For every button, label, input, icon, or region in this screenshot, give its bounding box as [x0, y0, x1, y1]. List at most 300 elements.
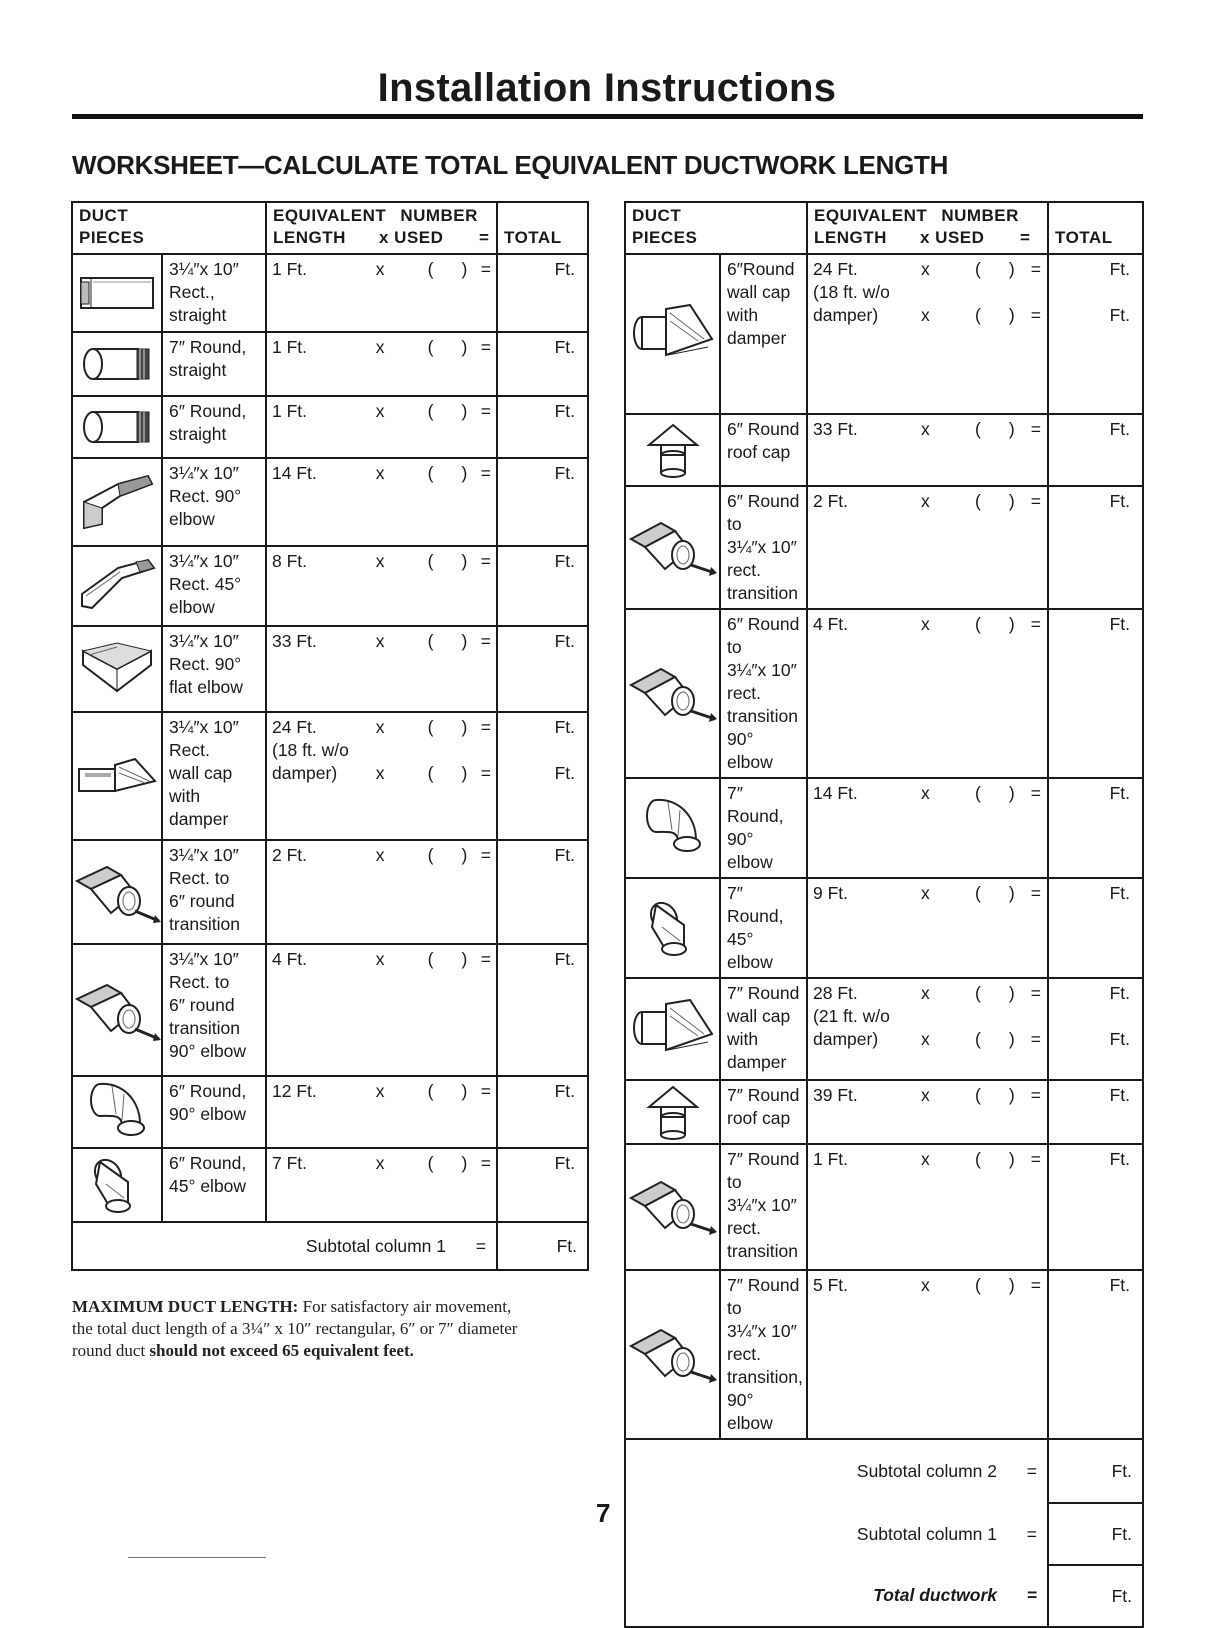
header-length: LENGTH — [814, 228, 887, 247]
equals-sign: = — [480, 551, 491, 571]
piece-line: 90° elbow — [727, 1390, 773, 1433]
number-used-input[interactable] — [975, 1028, 1021, 1051]
piece-line: wall cap — [727, 1006, 791, 1026]
piece-line: roof cap — [727, 442, 791, 462]
duct-icon-cell — [625, 978, 720, 1080]
page-number: 7 — [596, 1498, 611, 1528]
calc-line — [272, 258, 491, 281]
close-paren: ) — [1008, 259, 1015, 279]
subtotal-label: Subtotal column 1 — [856, 1523, 997, 1544]
times-sign: x — [921, 1149, 930, 1169]
total-ft-field[interactable]: Ft. — [1109, 614, 1130, 634]
header-line-1 — [814, 205, 1041, 227]
number-used-input[interactable] — [428, 336, 472, 359]
total-line — [510, 400, 575, 423]
piece-line: straight — [169, 305, 227, 325]
total-cell — [497, 458, 588, 546]
piece-line: flat elbow — [169, 677, 243, 697]
number-used-input[interactable] — [428, 258, 472, 281]
number-used-input[interactable] — [428, 1080, 472, 1103]
total-ft-field[interactable]: Ft. — [554, 337, 575, 357]
duct-piece-description — [720, 778, 807, 878]
piece-line: 6″Round — [727, 259, 795, 279]
number-used-input[interactable] — [428, 630, 472, 653]
calc-line — [272, 336, 491, 359]
calc-line — [813, 1148, 1042, 1171]
total-line — [510, 462, 575, 485]
number-used-input[interactable] — [975, 882, 1021, 905]
open-paren: ( — [427, 763, 434, 783]
rect-to-round-transition-icon — [73, 859, 161, 925]
piece-line: with — [727, 1029, 759, 1049]
piece-line: elbow — [169, 597, 215, 617]
equivalent-length: 28 Ft. — [813, 983, 858, 1003]
equals-sign: = — [1030, 783, 1041, 803]
duct-piece-row — [72, 254, 588, 332]
round-straight-duct-icon — [73, 405, 161, 449]
duct-piece-row — [72, 1076, 588, 1148]
duct-icon-cell — [72, 458, 162, 546]
total-cell — [497, 1148, 588, 1222]
times-sign: x — [375, 845, 385, 865]
calc-line — [272, 630, 491, 653]
equivalent-length: (18 ft. w/o — [813, 282, 890, 302]
equivalent-length: damper) — [813, 1029, 879, 1049]
number-used-input[interactable] — [428, 844, 472, 867]
subtotal-total-field[interactable]: Ft. — [1048, 1439, 1143, 1503]
equivalent-length: 5 Ft. — [813, 1275, 849, 1295]
total-cell — [1048, 1144, 1143, 1270]
header-equals: = — [479, 228, 490, 247]
total-line — [1061, 304, 1130, 327]
duct-icon-cell — [625, 254, 720, 414]
duct-piece-description — [162, 546, 266, 626]
calc-line — [813, 258, 1042, 281]
equals-sign: = — [1026, 1585, 1037, 1605]
times-sign: x — [375, 1081, 385, 1101]
open-paren: ( — [427, 717, 434, 737]
total-ft-field[interactable]: Ft. — [1109, 419, 1130, 439]
number-used-input[interactable] — [428, 948, 472, 971]
total-ft-field[interactable]: Ft. — [1109, 783, 1130, 803]
total-line — [1061, 782, 1130, 805]
equivalent-length: 8 Ft. — [272, 551, 308, 571]
total-ft-field[interactable]: Ft. — [1109, 1149, 1130, 1169]
round-straight-duct-icon — [73, 342, 161, 386]
equivalent-length-cell — [807, 878, 1048, 978]
piece-line: 90° elbow — [169, 1104, 247, 1124]
piece-line: 45° elbow — [727, 929, 773, 972]
close-paren: ) — [461, 717, 468, 737]
piece-line: 6″ Round, — [169, 1081, 247, 1101]
header-duct-pieces — [72, 202, 266, 254]
equivalent-length-cell — [807, 1080, 1048, 1144]
close-paren: ) — [461, 763, 468, 783]
equivalent-length-cell — [266, 546, 497, 626]
total-ft-field[interactable]: Ft. — [554, 1081, 575, 1101]
total-ft-field[interactable]: Ft. — [1109, 259, 1130, 279]
piece-line: Rect. 90° — [169, 654, 242, 674]
duct-icon-cell — [72, 1148, 162, 1222]
number-used-input[interactable] — [975, 1084, 1021, 1107]
piece-line: transition — [169, 1018, 241, 1038]
total-ft-field[interactable]: Ft. — [1109, 305, 1130, 325]
number-used-input[interactable] — [975, 258, 1021, 281]
piece-line: 6″ Round, — [169, 1153, 247, 1173]
equivalent-length-cell — [266, 1148, 497, 1222]
table-header-row — [625, 202, 1143, 254]
header-length: LENGTH — [273, 228, 346, 247]
equivalent-length-cell — [807, 1144, 1048, 1270]
worksheet-heading: WORKSHEET—CALCULATE TOTAL EQUIVALENT DUCTWORK LENGTH — [72, 150, 949, 180]
times-sign: x — [921, 259, 930, 279]
duct-piece-row — [72, 332, 588, 396]
close-paren: ) — [461, 551, 468, 571]
times-sign: x — [375, 259, 385, 279]
total-line — [510, 630, 575, 653]
open-paren: ( — [975, 305, 981, 325]
note-emphasis: should not exceed 65 equivalent feet. — [149, 1341, 414, 1360]
total-ft-field[interactable]: Ft. — [554, 949, 575, 969]
piece-line: transition, — [727, 1367, 803, 1387]
piece-line: Rect. to — [169, 972, 230, 992]
total-ft-field[interactable]: Ft. — [1109, 1029, 1130, 1049]
calc-line — [813, 1005, 1042, 1028]
equals-sign: = — [480, 1153, 491, 1173]
times-sign: x — [375, 551, 385, 571]
header-pieces: PIECES — [79, 228, 145, 247]
equivalent-length-cell — [266, 254, 497, 332]
equals-sign: = — [1030, 1275, 1041, 1295]
total-cell — [497, 712, 588, 840]
piece-line: 3¼″x 10″ — [727, 1321, 797, 1341]
equals-sign: = — [1030, 1149, 1041, 1169]
number-used-input[interactable] — [975, 418, 1021, 441]
total-ft-field[interactable]: Ft. — [1109, 1085, 1130, 1105]
rect-straight-duct-icon — [73, 270, 161, 316]
close-paren: ) — [461, 337, 468, 357]
header-total — [497, 202, 588, 254]
equals-sign: = — [480, 845, 491, 865]
equivalent-length: 33 Ft. — [272, 631, 317, 651]
duct-piece-description — [720, 1270, 807, 1439]
equivalent-length-cell — [266, 626, 497, 712]
piece-line: 6″ Round, — [169, 401, 247, 421]
equivalent-length: 14 Ft. — [813, 783, 858, 803]
total-ft-field[interactable]: Ft. — [554, 551, 575, 571]
total-line — [1061, 882, 1130, 905]
header-total-label: TOTAL — [1055, 228, 1113, 247]
header-line-1 — [273, 205, 490, 227]
calc-line — [813, 1084, 1042, 1107]
times-sign: x — [921, 614, 930, 634]
equivalent-length: damper) — [813, 305, 879, 325]
calc-line — [272, 462, 491, 485]
number-used-input[interactable] — [975, 490, 1021, 513]
calc-line — [813, 982, 1042, 1005]
open-paren: ( — [427, 401, 434, 421]
calc-line — [813, 281, 1042, 304]
equals-sign: = — [480, 763, 491, 783]
subtotal-total-field[interactable]: Ft. — [497, 1222, 588, 1270]
equivalent-length: 4 Ft. — [272, 949, 308, 969]
worksheet-table-column-2 — [624, 201, 1144, 1628]
open-paren: ( — [975, 419, 981, 439]
duct-icon-cell — [72, 840, 162, 944]
number-used-input[interactable] — [428, 1152, 472, 1175]
equivalent-length-cell — [266, 944, 497, 1076]
total-ft-field[interactable]: Ft. — [1109, 1275, 1130, 1295]
piece-line: 3¼″x 10″ — [169, 631, 239, 651]
calc-line — [272, 948, 491, 971]
piece-line: 6″ Round — [727, 491, 800, 511]
duct-piece-row — [625, 609, 1143, 778]
number-used-input[interactable] — [428, 762, 472, 785]
total-ft-field[interactable]: Ft. — [1109, 983, 1130, 1003]
duct-piece-row — [625, 878, 1143, 978]
total-ft-field[interactable]: Ft. — [554, 717, 575, 737]
piece-line: Rect. to — [169, 868, 230, 888]
total-ft-field[interactable]: Ft. — [1109, 883, 1130, 903]
open-paren: ( — [427, 337, 434, 357]
open-paren: ( — [975, 1149, 981, 1169]
times-sign: x — [921, 1085, 930, 1105]
open-paren: ( — [975, 883, 981, 903]
equivalent-length: 7 Ft. — [272, 1153, 308, 1173]
open-paren: ( — [975, 614, 981, 634]
close-paren: ) — [1008, 983, 1015, 1003]
number-used-input[interactable] — [975, 1148, 1021, 1171]
duct-piece-row — [625, 254, 1143, 414]
total-ft-field[interactable]: Ft. — [554, 845, 575, 865]
duct-icon-cell — [625, 414, 720, 486]
equals-sign: = — [1030, 614, 1041, 634]
equals-sign: = — [480, 337, 491, 357]
duct-piece-row — [625, 1080, 1143, 1144]
number-used-input[interactable] — [975, 613, 1021, 636]
close-paren: ) — [1008, 491, 1015, 511]
calc-line — [813, 613, 1042, 636]
number-used-input[interactable] — [975, 304, 1021, 327]
number-used-input[interactable] — [428, 400, 472, 423]
open-paren: ( — [975, 783, 981, 803]
open-paren: ( — [427, 463, 434, 483]
number-used-input[interactable] — [428, 462, 472, 485]
total-cell — [497, 332, 588, 396]
times-sign: x — [375, 717, 385, 737]
total-ft-field[interactable]: Ft. — [554, 463, 575, 483]
header-equivalent-length — [266, 202, 497, 254]
close-paren: ) — [461, 1153, 468, 1173]
equals-sign: = — [1030, 1029, 1041, 1049]
piece-line: 7″ Round, — [169, 337, 247, 357]
duct-piece-row — [625, 978, 1143, 1080]
subtotal-label-cell — [625, 1439, 1048, 1503]
header-x-used: x USED — [920, 228, 985, 247]
total-ft-field[interactable]: Ft. — [554, 259, 575, 279]
calc-line — [272, 762, 491, 785]
header-duct-pieces — [625, 202, 807, 254]
equivalent-length-cell — [807, 609, 1048, 778]
subtotal-label: Subtotal column 2 — [856, 1461, 997, 1481]
equals-sign: = — [1030, 259, 1041, 279]
header-line-2 — [814, 227, 1041, 249]
duct-piece-row — [72, 944, 588, 1076]
round-wall-cap-icon — [626, 994, 719, 1064]
piece-line: elbow — [169, 509, 215, 529]
equals-sign: = — [1026, 1523, 1037, 1544]
total-line — [510, 1152, 575, 1175]
calc-line — [813, 1028, 1042, 1051]
total-line — [1061, 1148, 1130, 1171]
duct-piece-row — [625, 778, 1143, 878]
duct-icon-cell — [72, 1076, 162, 1148]
total-cell — [1048, 254, 1143, 414]
piece-line: 6″ round — [169, 995, 235, 1015]
piece-line: 7″ Round — [727, 1275, 800, 1295]
title-rule — [72, 114, 1143, 119]
total-cell — [1048, 978, 1143, 1080]
max-duct-length-note — [72, 1296, 522, 1362]
roof-cap-icon — [626, 1083, 719, 1141]
total-ft-field[interactable]: Ft. — [554, 763, 575, 783]
close-paren: ) — [1008, 1275, 1015, 1295]
duct-piece-row — [625, 486, 1143, 609]
duct-icon-cell — [72, 546, 162, 626]
piece-line: 90° elbow — [169, 1041, 247, 1061]
close-paren: ) — [461, 401, 468, 421]
subtotal-label-cell — [625, 1565, 1048, 1627]
duct-icon-cell — [72, 944, 162, 1076]
calc-line — [272, 400, 491, 423]
piece-line: Rect., — [169, 282, 215, 302]
page-title: Installation Instructions — [377, 66, 837, 110]
times-sign: x — [375, 631, 385, 651]
times-sign: x — [921, 1029, 930, 1049]
times-sign: x — [921, 419, 930, 439]
calc-line — [272, 716, 491, 739]
piece-line: to — [727, 637, 742, 657]
open-paren: ( — [975, 983, 981, 1003]
equivalent-length-cell — [807, 486, 1048, 609]
equivalent-length: 24 Ft. — [813, 259, 858, 279]
subtotal-total-field[interactable]: Ft. — [1048, 1503, 1143, 1565]
number-used-input[interactable] — [975, 1274, 1021, 1297]
piece-line: transition — [169, 914, 241, 934]
duct-piece-row — [625, 1144, 1143, 1270]
open-paren: ( — [975, 491, 981, 511]
times-sign: x — [921, 491, 930, 511]
duct-piece-description — [720, 878, 807, 978]
close-paren: ) — [1008, 1149, 1015, 1169]
number-used-input[interactable] — [428, 716, 472, 739]
piece-line: damper — [727, 328, 787, 348]
total-line — [510, 739, 575, 762]
subtotal-row — [72, 1222, 588, 1270]
open-paren: ( — [975, 1275, 981, 1295]
piece-line: Rect. 90° — [169, 486, 242, 506]
equivalent-length: 39 Ft. — [813, 1085, 858, 1105]
piece-line: 45° elbow — [169, 1176, 247, 1196]
number-used-input[interactable] — [975, 782, 1021, 805]
duct-piece-description — [162, 712, 266, 840]
duct-piece-description — [162, 332, 266, 396]
number-used-input[interactable] — [428, 550, 472, 573]
piece-line: transition — [727, 583, 799, 603]
close-paren: ) — [1008, 1029, 1015, 1049]
total-cell — [1048, 414, 1143, 486]
header-duct: DUCT — [632, 206, 682, 225]
total-line — [1061, 1274, 1130, 1297]
number-used-input[interactable] — [975, 982, 1021, 1005]
equals-sign: = — [480, 259, 491, 279]
total-cell — [497, 254, 588, 332]
total-line — [1061, 418, 1130, 441]
header-equivalent-length — [807, 202, 1048, 254]
equivalent-length: (18 ft. w/o — [272, 740, 349, 760]
header-total-blank — [1055, 205, 1136, 227]
duct-piece-description — [720, 978, 807, 1080]
total-ft-field[interactable]: Ft. — [1109, 491, 1130, 511]
close-paren: ) — [1008, 419, 1015, 439]
total-line — [510, 762, 575, 785]
subtotal-row — [625, 1565, 1143, 1627]
subtotal-total-field[interactable]: Ft. — [1048, 1565, 1143, 1627]
worksheet-table-column-1 — [71, 201, 589, 1271]
piece-line: to — [727, 1172, 742, 1192]
equals-sign: = — [475, 1235, 486, 1256]
calc-line — [813, 782, 1042, 805]
duct-piece-row — [72, 1148, 588, 1222]
close-paren: ) — [461, 631, 468, 651]
close-paren: ) — [461, 845, 468, 865]
calc-line — [272, 1152, 491, 1175]
total-cell — [1048, 609, 1143, 778]
times-sign: x — [921, 1275, 930, 1295]
duct-icon-cell — [625, 878, 720, 978]
equals-sign: = — [1030, 305, 1041, 325]
total-cell — [497, 396, 588, 458]
equivalent-length: 4 Ft. — [813, 614, 849, 634]
total-ft-field[interactable]: Ft. — [554, 1153, 575, 1173]
piece-line: straight — [169, 360, 227, 380]
total-line — [1061, 281, 1130, 304]
piece-line: rect. — [727, 560, 762, 580]
piece-line: 6″ Round — [727, 614, 800, 634]
equals-sign: = — [480, 1081, 491, 1101]
duct-piece-description — [162, 840, 266, 944]
duct-piece-description — [162, 1076, 266, 1148]
equals-sign: = — [480, 949, 491, 969]
piece-line: transition — [727, 706, 799, 726]
total-line — [510, 258, 575, 281]
total-line — [510, 550, 575, 573]
duct-piece-description — [162, 944, 266, 1076]
close-paren: ) — [461, 259, 468, 279]
close-paren: ) — [1008, 614, 1015, 634]
piece-line: to — [727, 514, 742, 534]
piece-line: Rect. 45° — [169, 574, 242, 594]
equivalent-length: 24 Ft. — [272, 717, 317, 737]
total-ft-field[interactable]: Ft. — [554, 401, 575, 421]
round-to-rect-transition-icon — [626, 661, 719, 727]
round-to-rect-transition-icon — [626, 1174, 719, 1240]
open-paren: ( — [427, 949, 434, 969]
header-total — [1048, 202, 1143, 254]
times-sign: x — [375, 337, 385, 357]
round-to-rect-transition-icon — [626, 515, 719, 581]
total-ft-field[interactable]: Ft. — [554, 631, 575, 651]
